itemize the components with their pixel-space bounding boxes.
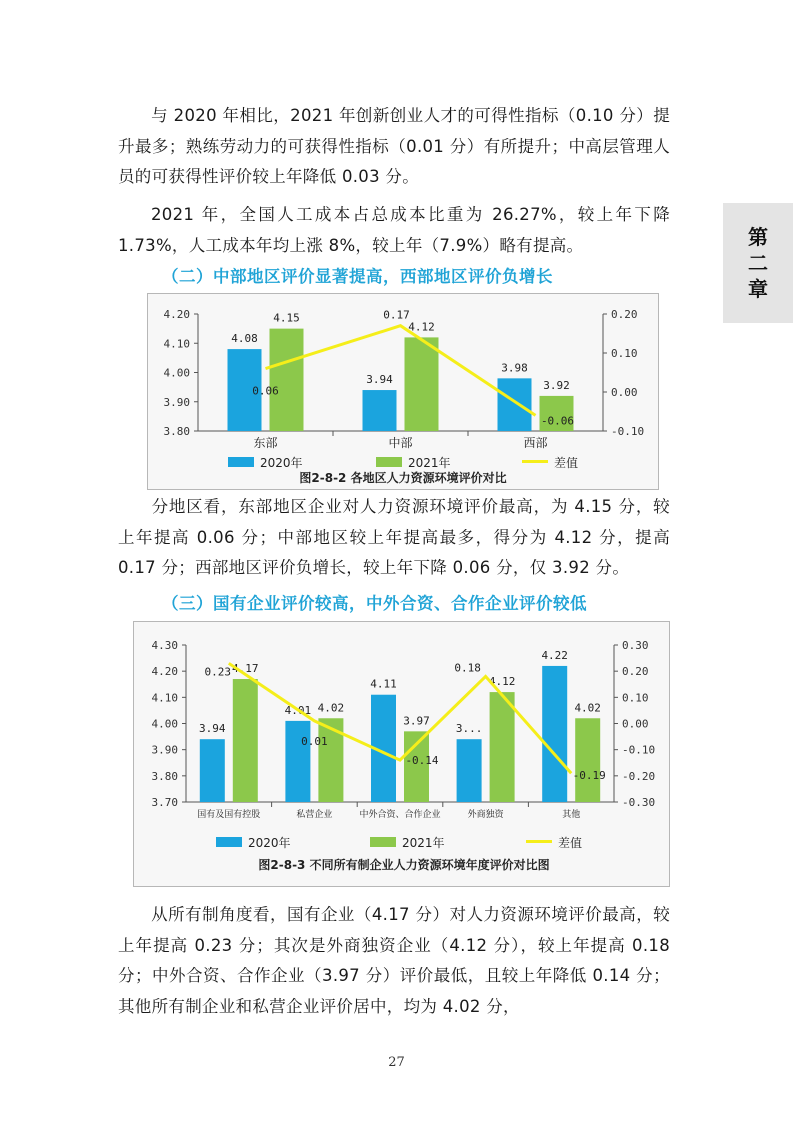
y2-tick-label: 0.20 xyxy=(611,308,638,321)
x-category-label: 国有及国有控股 xyxy=(197,810,261,820)
legend-label: 2020年 xyxy=(260,456,303,470)
legend-swatch xyxy=(376,457,402,467)
y2-tick-label: 0.30 xyxy=(622,639,649,652)
x-category-label: 西部 xyxy=(523,436,548,450)
x-category-label: 私营企业 xyxy=(296,810,333,820)
y-tick-label: 4.20 xyxy=(151,665,178,679)
y-tick-label: 3.90 xyxy=(163,395,190,409)
bar-value-label: 4.17 xyxy=(232,662,259,676)
y2-tick-label: -0.30 xyxy=(622,796,656,809)
y-tick-label: 3.70 xyxy=(151,796,178,809)
bar-2020 xyxy=(542,666,567,802)
chapter-tab-char: 二 xyxy=(748,251,768,275)
diff-value-label: -0.19 xyxy=(572,769,606,783)
diff-value-label: 0.01 xyxy=(301,734,328,748)
legend-swatch xyxy=(522,460,548,463)
bar-2020 xyxy=(200,739,225,802)
y-tick-label: 3.80 xyxy=(163,425,190,438)
bar-value-label: 4.22 xyxy=(541,648,568,662)
bar-2020 xyxy=(285,721,310,802)
chart-regions xyxy=(147,293,659,490)
legend-label: 差值 xyxy=(558,836,583,850)
y2-tick-label: 0.00 xyxy=(611,386,638,399)
bar-value-label: 4.01 xyxy=(284,703,312,717)
y2-tick-label: -0.10 xyxy=(611,425,645,438)
paragraph-talent-availability: 与 2020 年相比，2021 年创新创业人才的可得性指标（0.10 分）提升最多；熟练劳动力的可获得性指标（0.01 分）有所提升；中高层管理人员的可获得性评价较上年降低 0.03 分。 xyxy=(118,106,670,186)
bar-2020 xyxy=(363,390,397,431)
y2-tick-label: 0.00 xyxy=(622,717,649,731)
diff-line xyxy=(266,326,536,416)
chart-ownership xyxy=(133,621,670,887)
bar-2021 xyxy=(233,679,258,802)
section-heading-regions: （二）中部地区评价显著提高，西部地区评价负增长 xyxy=(162,267,553,286)
paragraph-labor-cost: 2021 年，全国人工成本占总成本比重为 26.27%，较上年下降 1.73%，人工成本年均上涨 8%，较上年（7.9%）略有提高。 xyxy=(118,205,670,255)
bar-value-label: 4.11 xyxy=(370,677,397,691)
diff-value-label: 0.17 xyxy=(383,308,410,322)
chapter-tab xyxy=(723,203,793,323)
diff-value-label: 0.18 xyxy=(454,661,481,675)
legend-swatch xyxy=(228,457,254,467)
legend-label: 2021年 xyxy=(402,836,445,850)
y-tick-label: 4.00 xyxy=(151,717,178,731)
legend-label: 差值 xyxy=(554,456,579,470)
diff-line xyxy=(229,663,571,773)
y2-tick-label: -0.20 xyxy=(622,769,656,783)
page-number: 27 xyxy=(388,1055,405,1070)
x-category-label: 其他 xyxy=(562,810,581,820)
y-tick-label: 4.20 xyxy=(163,308,190,321)
diff-value-label: 0.06 xyxy=(252,384,279,398)
bar-value-label: 3.98 xyxy=(501,361,528,375)
y-tick-label: 4.00 xyxy=(163,366,190,380)
chart-caption: 图2-8-2 各地区人力资源环境评价对比 xyxy=(299,471,507,485)
section-heading-ownership: （三）国有企业评价较高，中外合资、合作企业评价较低 xyxy=(162,594,587,613)
y2-tick-label: 0.10 xyxy=(611,347,638,360)
chart-regions-svg xyxy=(148,294,658,489)
chapter-tab-char: 第 xyxy=(748,225,768,249)
bar-value-label: 3.94 xyxy=(199,722,226,736)
y-tick-label: 4.10 xyxy=(151,691,178,705)
chapter-tab-char: 章 xyxy=(748,277,768,301)
bar-2021 xyxy=(270,329,304,431)
bar-value-label: 3.97 xyxy=(403,714,430,728)
y2-tick-label: 0.10 xyxy=(622,691,649,705)
bar-value-label: 4.12 xyxy=(488,675,516,689)
bar-value-label: 4.02 xyxy=(574,701,601,715)
diff-value-label: 0.23 xyxy=(204,665,232,679)
chart-caption: 图2-8-3 不同所有制企业人力资源环境年度评价对比图 xyxy=(258,858,550,872)
bar-2021 xyxy=(575,718,600,802)
legend-swatch xyxy=(526,840,552,843)
y-tick-label: 3.90 xyxy=(151,743,178,757)
bar-value-label: 4.12 xyxy=(408,320,435,334)
bar-value-label: 3.94 xyxy=(366,373,393,387)
bar-value-label: 4.08 xyxy=(231,332,258,346)
diff-value-label: -0.14 xyxy=(405,754,439,768)
x-category-label: 中外合资、合作企业 xyxy=(359,810,441,820)
legend-swatch xyxy=(370,837,396,847)
y-tick-label: 4.30 xyxy=(151,639,178,652)
x-category-label: 东部 xyxy=(253,436,278,450)
chart-ownership-svg xyxy=(134,622,669,886)
paragraph-regions: 分地区看，东部地区企业对人力资源环境评价最高，为 4.15 分，较上年提高 0.06 分；中部地区较上年提高最多，得分为 4.12 分，提高 0.17 分；西部地区评价负增长，较上年下降 0.06 分，仅 3.92 分。 xyxy=(118,497,670,577)
diff-value-label: -0.06 xyxy=(540,414,575,428)
bar-2021 xyxy=(490,692,515,802)
bar-value-label: 4.15 xyxy=(273,311,300,325)
bar-2020 xyxy=(457,739,482,802)
bar-2021 xyxy=(405,337,439,431)
x-category-label: 外商独资 xyxy=(467,810,504,820)
bar-value-label: 3.92 xyxy=(543,378,570,392)
legend-swatch xyxy=(216,837,242,847)
paragraph-ownership: 从所有制角度看，国有企业（4.17 分）对人力资源环境评价最高，较上年提高 0.23 分；其次是外商独资企业（4.12 分），较上年提高 0.18 分；中外合资、合作企业（3.97 分）评价最低，且较上年降低 0.14 分；其他所有制企业和私营企业评价居中，均为 4.02 分， xyxy=(118,905,670,1016)
y-tick-label: 3.80 xyxy=(151,769,178,783)
bar-value-label: 3... xyxy=(455,722,483,736)
x-category-label: 中部 xyxy=(388,436,413,450)
legend-label: 2020年 xyxy=(248,836,291,850)
y2-tick-label: 0.20 xyxy=(622,665,649,679)
y-tick-label: 4.10 xyxy=(163,337,190,351)
bar-2020 xyxy=(498,378,532,431)
y2-tick-label: -0.10 xyxy=(622,743,656,757)
bar-value-label: 4.02 xyxy=(317,701,345,715)
legend-label: 2021年 xyxy=(408,456,451,470)
